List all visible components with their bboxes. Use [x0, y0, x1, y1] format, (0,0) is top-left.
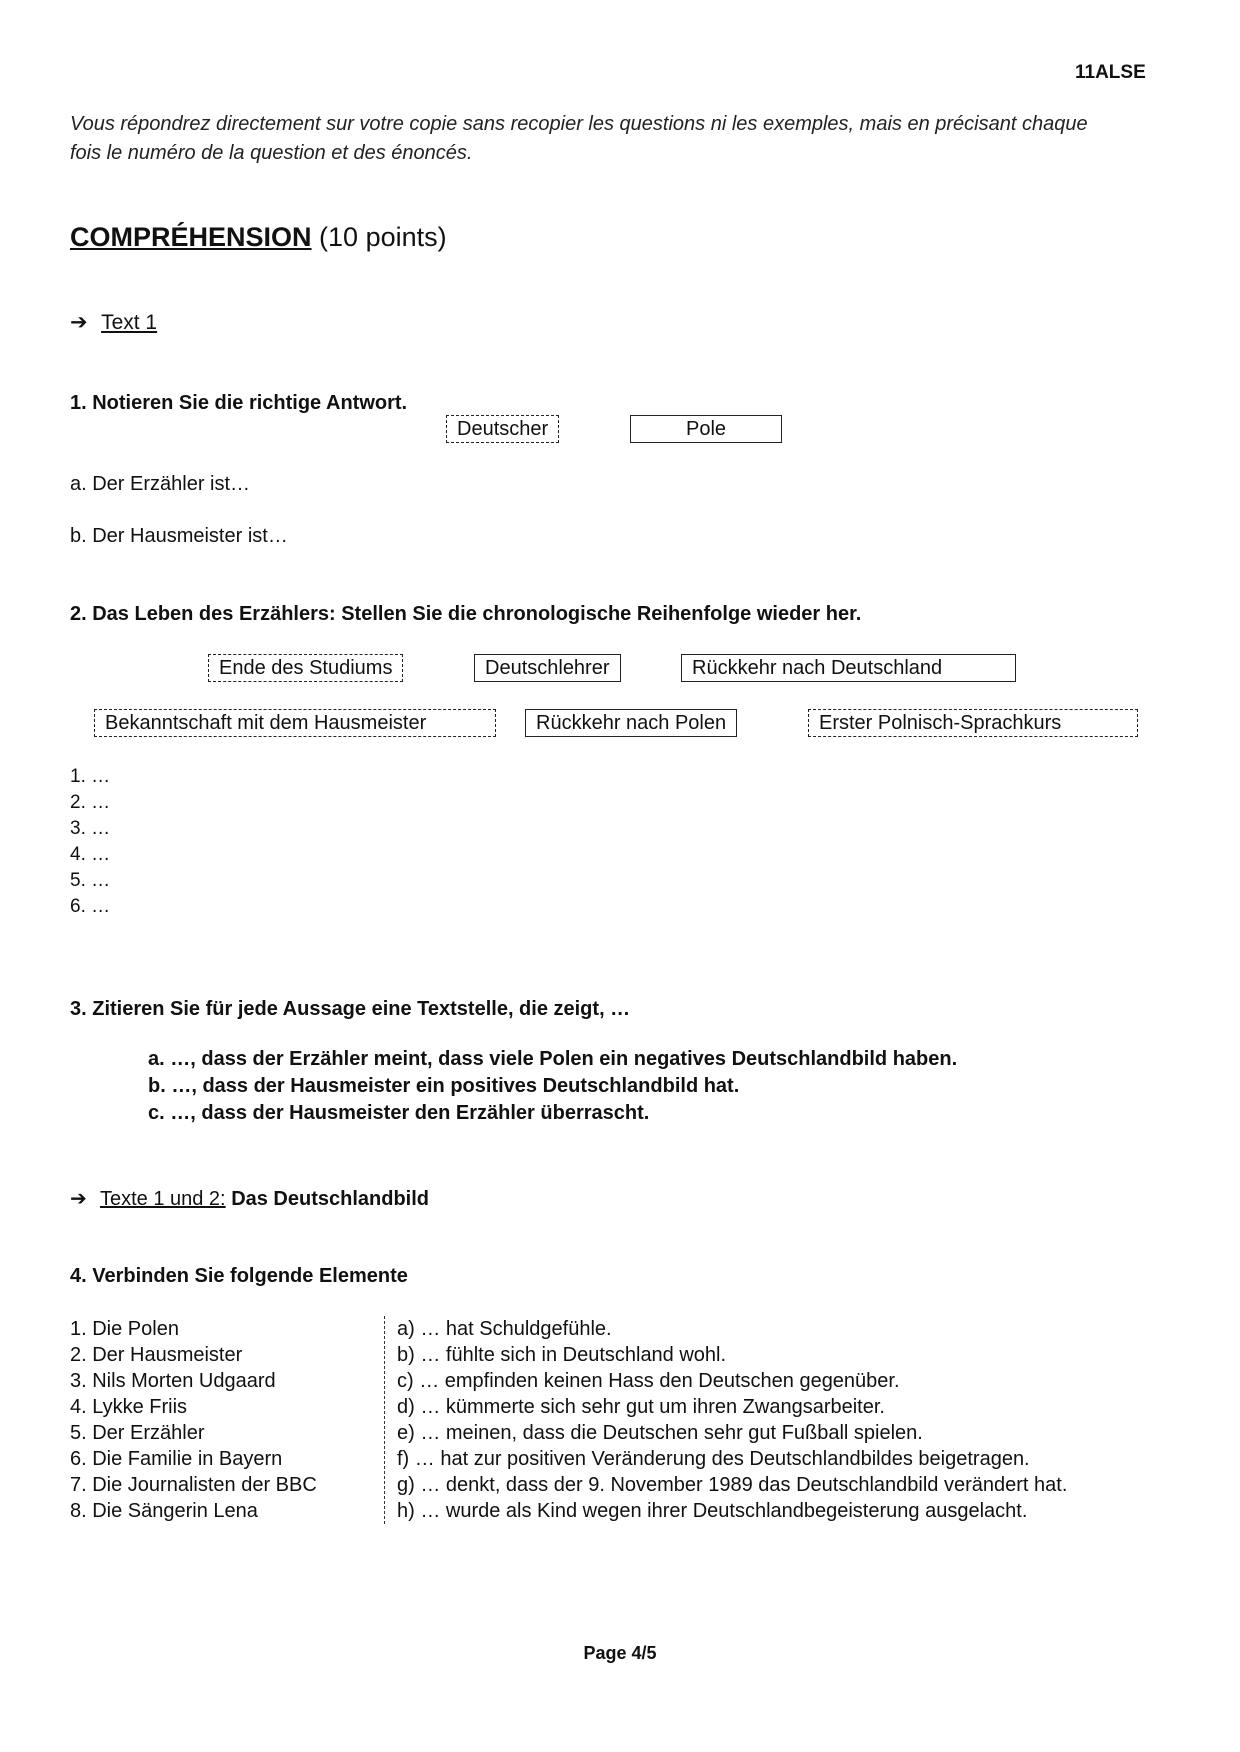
order-answer-slot: 4. …	[70, 844, 111, 865]
answer-box-pole: Pole	[630, 415, 782, 443]
match-left-item: 2. Der Hausmeister	[70, 1344, 243, 1366]
match-right-item: a) … hat Schuldgefühle.	[397, 1318, 612, 1340]
texts-1-2-heading	[70, 1186, 429, 1211]
event-box-rueckkehr-polen: Rückkehr nach Polen	[525, 709, 737, 737]
question-3-items	[148, 1046, 957, 1127]
page-number: Page 4/5	[583, 1643, 657, 1663]
event-box-bekanntschaft: Bekanntschaft mit dem Hausmeister	[94, 709, 496, 737]
question-1-title: 1. Notieren Sie die richtige Antwort.	[70, 392, 408, 414]
question-2-title: 2. Das Leben des Erzählers: Stellen Sie die chronologische Reihenfolge wieder her.	[70, 603, 862, 625]
match-right-item: b) … fühlte sich in Deutschland wohl.	[397, 1344, 727, 1366]
texts-1-2-label: Texte 1 und 2:	[99, 1188, 226, 1210]
order-answer-slot: 2. …	[70, 792, 111, 813]
match-left-item: 3. Nils Morten Udgaard	[70, 1370, 276, 1392]
texts-1-2-subject: Das Deutschlandbild	[231, 1188, 429, 1210]
section-title-points: (10 points)	[319, 222, 447, 252]
match-left-item: 6. Die Familie in Bayern	[70, 1448, 283, 1470]
match-left-item: 8. Die Sängerin Lena	[70, 1500, 258, 1522]
question-3-item-a: a. …, dass der Erzähler meint, dass viele Polen ein negatives Deutschlandbild haben.	[148, 1048, 958, 1070]
arrow-right-icon: ➔	[70, 311, 88, 334]
event-box-rueckkehr-deutschland: Rückkehr nach Deutschland	[681, 654, 1016, 682]
document-code: 11ALSE	[1075, 62, 1146, 83]
order-answer-slot: 5. …	[70, 870, 111, 891]
match-left-item: 1. Die Polen	[70, 1318, 179, 1340]
match-right-item: g) … denkt, dass der 9. November 1989 das Deutschlandbild verändert hat.	[397, 1474, 1068, 1496]
question-3-title: 3. Zitieren Sie für jede Aussage eine Textstelle, die zeigt, …	[70, 998, 631, 1020]
order-answer-slot: 3. …	[70, 818, 111, 839]
question-1-item-a: a. Der Erzähler ist…	[70, 473, 251, 495]
event-box-polnisch-sprachkurs: Erster Polnisch-Sprachkurs	[808, 709, 1138, 737]
order-answer-slot: 6. …	[70, 896, 111, 917]
match-left-item: 7. Die Journalisten der BBC	[70, 1474, 317, 1496]
event-box-deutschlehrer: Deutschlehrer	[474, 654, 621, 682]
match-right-item: f) … hat zur positiven Veränderung des Deutschlandbildes beigetragen.	[397, 1448, 1030, 1470]
question-3-item-c: c. …, dass der Hausmeister den Erzähler überrascht.	[148, 1102, 650, 1124]
section-title-main: COMPRÉHENSION	[70, 222, 312, 252]
match-left-column	[70, 1316, 317, 1524]
event-box-ende-studiums: Ende des Studiums	[208, 654, 403, 682]
instructions-text: Vous répondrez directement sur votre copie sans recopier les questions ni les exemples, mais en précisant chaque fois le numéro de la question et des énoncés.	[70, 113, 1088, 164]
section-title	[70, 222, 447, 253]
match-left-item: 4. Lykke Friis	[70, 1396, 188, 1418]
question-3-item-b: b. …, dass der Hausmeister ein positives Deutschlandbild hat.	[148, 1075, 740, 1097]
text1-label: Text 1	[101, 311, 158, 334]
match-right-item: h) … wurde als Kind wegen ihrer Deutschlandbegeisterung ausgelacht.	[397, 1500, 1028, 1522]
match-right-item: d) … kümmerte sich sehr gut um ihren Zwangsarbeiter.	[397, 1396, 885, 1418]
answer-box-deutscher: Deutscher	[446, 415, 559, 443]
match-right-item: c) … empfinden keinen Hass den Deutschen gegenüber.	[397, 1370, 900, 1392]
question-4-title: 4. Verbinden Sie folgende Elemente	[70, 1265, 408, 1287]
text1-heading	[70, 310, 157, 335]
question-1-item-b: b. Der Hausmeister ist…	[70, 525, 288, 547]
order-answer-list	[70, 764, 110, 920]
order-answer-slot: 1. …	[70, 766, 111, 787]
arrow-right-icon: ➔	[70, 1188, 87, 1210]
match-left-item: 5. Der Erzähler	[70, 1422, 205, 1444]
match-right-item: e) … meinen, dass die Deutschen sehr gut Fußball spielen.	[397, 1422, 923, 1444]
match-right-column	[384, 1316, 1067, 1524]
